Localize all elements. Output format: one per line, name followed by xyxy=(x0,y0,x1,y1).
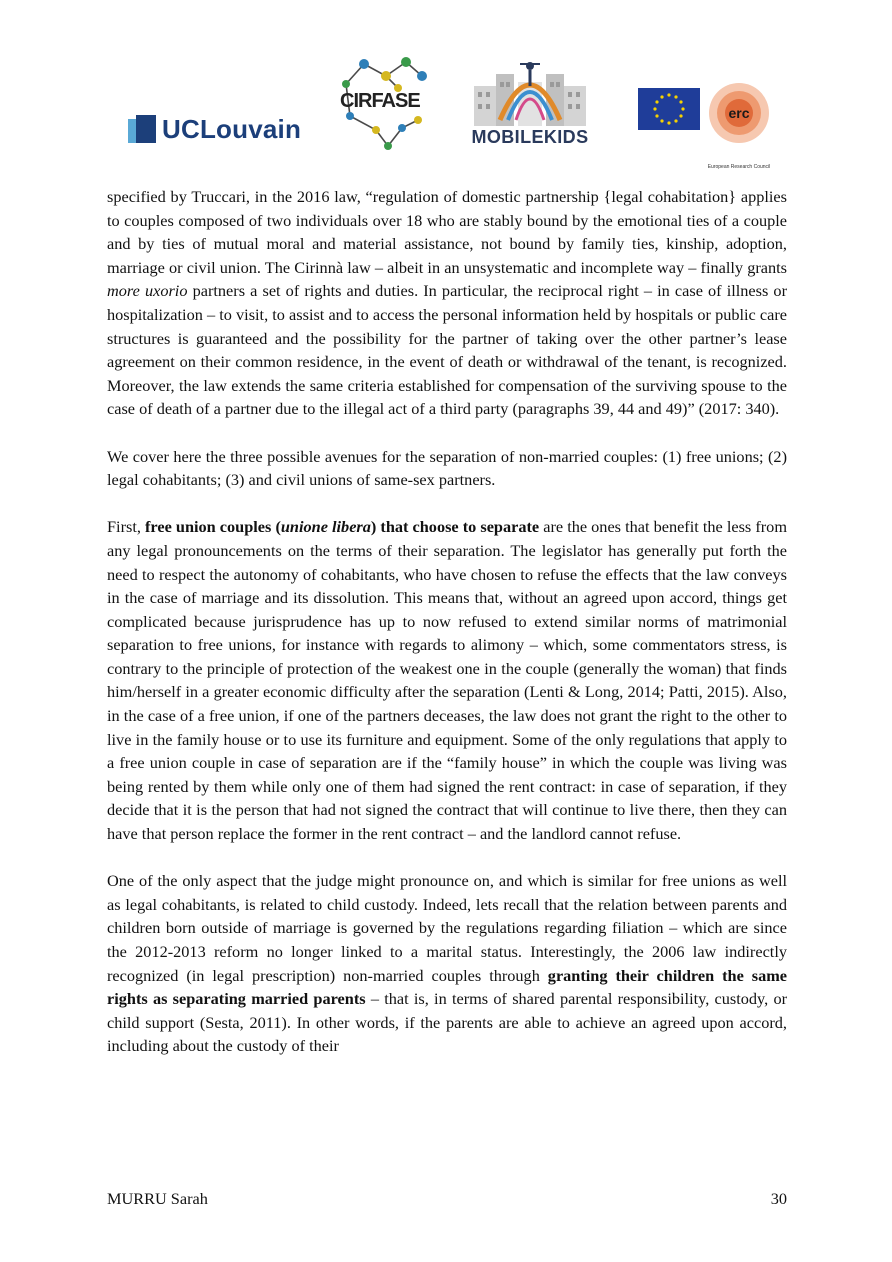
cirfase-wordmark: CIRFASE xyxy=(340,90,420,112)
document-body xyxy=(107,185,787,1082)
text-run: – that is, in terms of shared parental responsibility, custody, or child support (Sesta, 2011). In other words, if the parents are able to achieve an agreed upon accord, including about the custody of their xyxy=(107,989,788,1056)
erc-logo xyxy=(706,80,772,170)
page-number: 30 xyxy=(770,1189,787,1208)
text-run: partners a set of rights and duties. In particular, the reciprocal right – in case of illness or hospitalization – to visit, to assist and to access the personal information held by hospitals or public care structures is guaranteed and the possibility for the partner of taking over the other partner’s lease agreement on their common residence, in the event of death or withdrawal of the tenant, is recognized. Moreover, the law extends the same criteria established for compensation of the surviving spouse to the case of death of a partner due to the illegal act of a third party (paragraphs 39, 44 and 49)” (2017: 340). xyxy=(107,281,787,419)
uclouvain-logo xyxy=(128,114,301,144)
text-run: unione libera xyxy=(280,517,371,537)
paragraph xyxy=(107,515,787,845)
text-run: granting their children the same rights as separating married parents xyxy=(107,965,787,1009)
text-run: ) that choose to separate xyxy=(370,517,540,537)
mobilekids-logo xyxy=(460,56,600,148)
uclouvain-wordmark: UCLouvain xyxy=(162,113,302,144)
erc-dots-icon xyxy=(706,80,772,146)
text-run: First, xyxy=(107,517,146,537)
uclouvain-mark-icon xyxy=(128,115,156,143)
text-run: free union couples ( xyxy=(145,517,281,537)
erc-caption: European Research Council xyxy=(707,164,771,170)
mobilekids-city-icon xyxy=(460,56,600,128)
page-footer xyxy=(107,1188,787,1210)
text-run: specified by Truccari, in the 2016 law, “regulation of domestic partnership {legal cohabitation} applies to couples composed of two individuals over 18 who are stably bound by the emotional ties of a couple and by ties of mutual moral and material assistance, not bound by family ties, kinship, adoption, marriage or civil union. The Cirinnà law – albeit in an unsystematic and incomplete way – finally grants xyxy=(107,187,787,277)
text-run: are the ones that benefit the less from any legal pronouncements on the terms of their separation. The legislator has generally put forth the need to respect the autonomy of cohabitants, who have chosen to refuse the effects that the law conveys in the case of marriage and its dissolution. This means that, without an agreed upon accord, things get complicated because jurisprudence has up to now refused to extend similar norms of matrimonial separation to free unions, for instance with regards to alimony – which, some commentators stress, is contrary to the principle of protection of the weakest one in the couple (generally the woman) that finds him/herself in a greater economic difficulty after the separation (Lenti & Long, 2014; Patti, 2015). Also, in the case of a free union, if one of the partners deceases, the law does not grant the right to the other to live in the family house or to use its furniture and equipment. Some of the only regulations that apply to a free union couple in case of separation are if the “family house” in which the couple was living was being rented by them while only one of them had signed the rent contract: in case of separation, if they decide that it is the person that had not signed the contract that will continue to live there, then they can have that person replace the former in the rent contract – and the landlord cannot refuse. xyxy=(107,517,787,844)
eu-flag-icon xyxy=(638,88,700,130)
text-run: One of the only aspect that the judge might pronounce on, and which is similar for free unions as well as legal cohabitants, is related to child custody. Indeed, lets recall that the relation between parents and children born outside of marriage is governed by the regulations regarding filiation – which are since the 2012-2013 reform no longer linked to a marital status. Interestingly, the 2006 law indirectly recognized (in legal prescription) non-married couples through xyxy=(107,871,787,985)
logo-header xyxy=(0,44,892,170)
text-run: We cover here the three possible avenues for the separation of non-married couples: (1) free unions; (2) legal cohabitants; (3) and civil unions of same-sex partners. xyxy=(107,446,787,490)
paragraph xyxy=(107,869,787,1058)
paragraph xyxy=(107,445,787,492)
text-run: more uxorio xyxy=(107,281,188,301)
paragraph xyxy=(107,185,787,421)
erc-mark: erc xyxy=(728,105,750,121)
cirfase-logo xyxy=(336,54,432,150)
footer-author: MURRU Sarah xyxy=(107,1189,208,1208)
mobilekids-wordmark: MOBILEKIDS xyxy=(471,127,589,147)
